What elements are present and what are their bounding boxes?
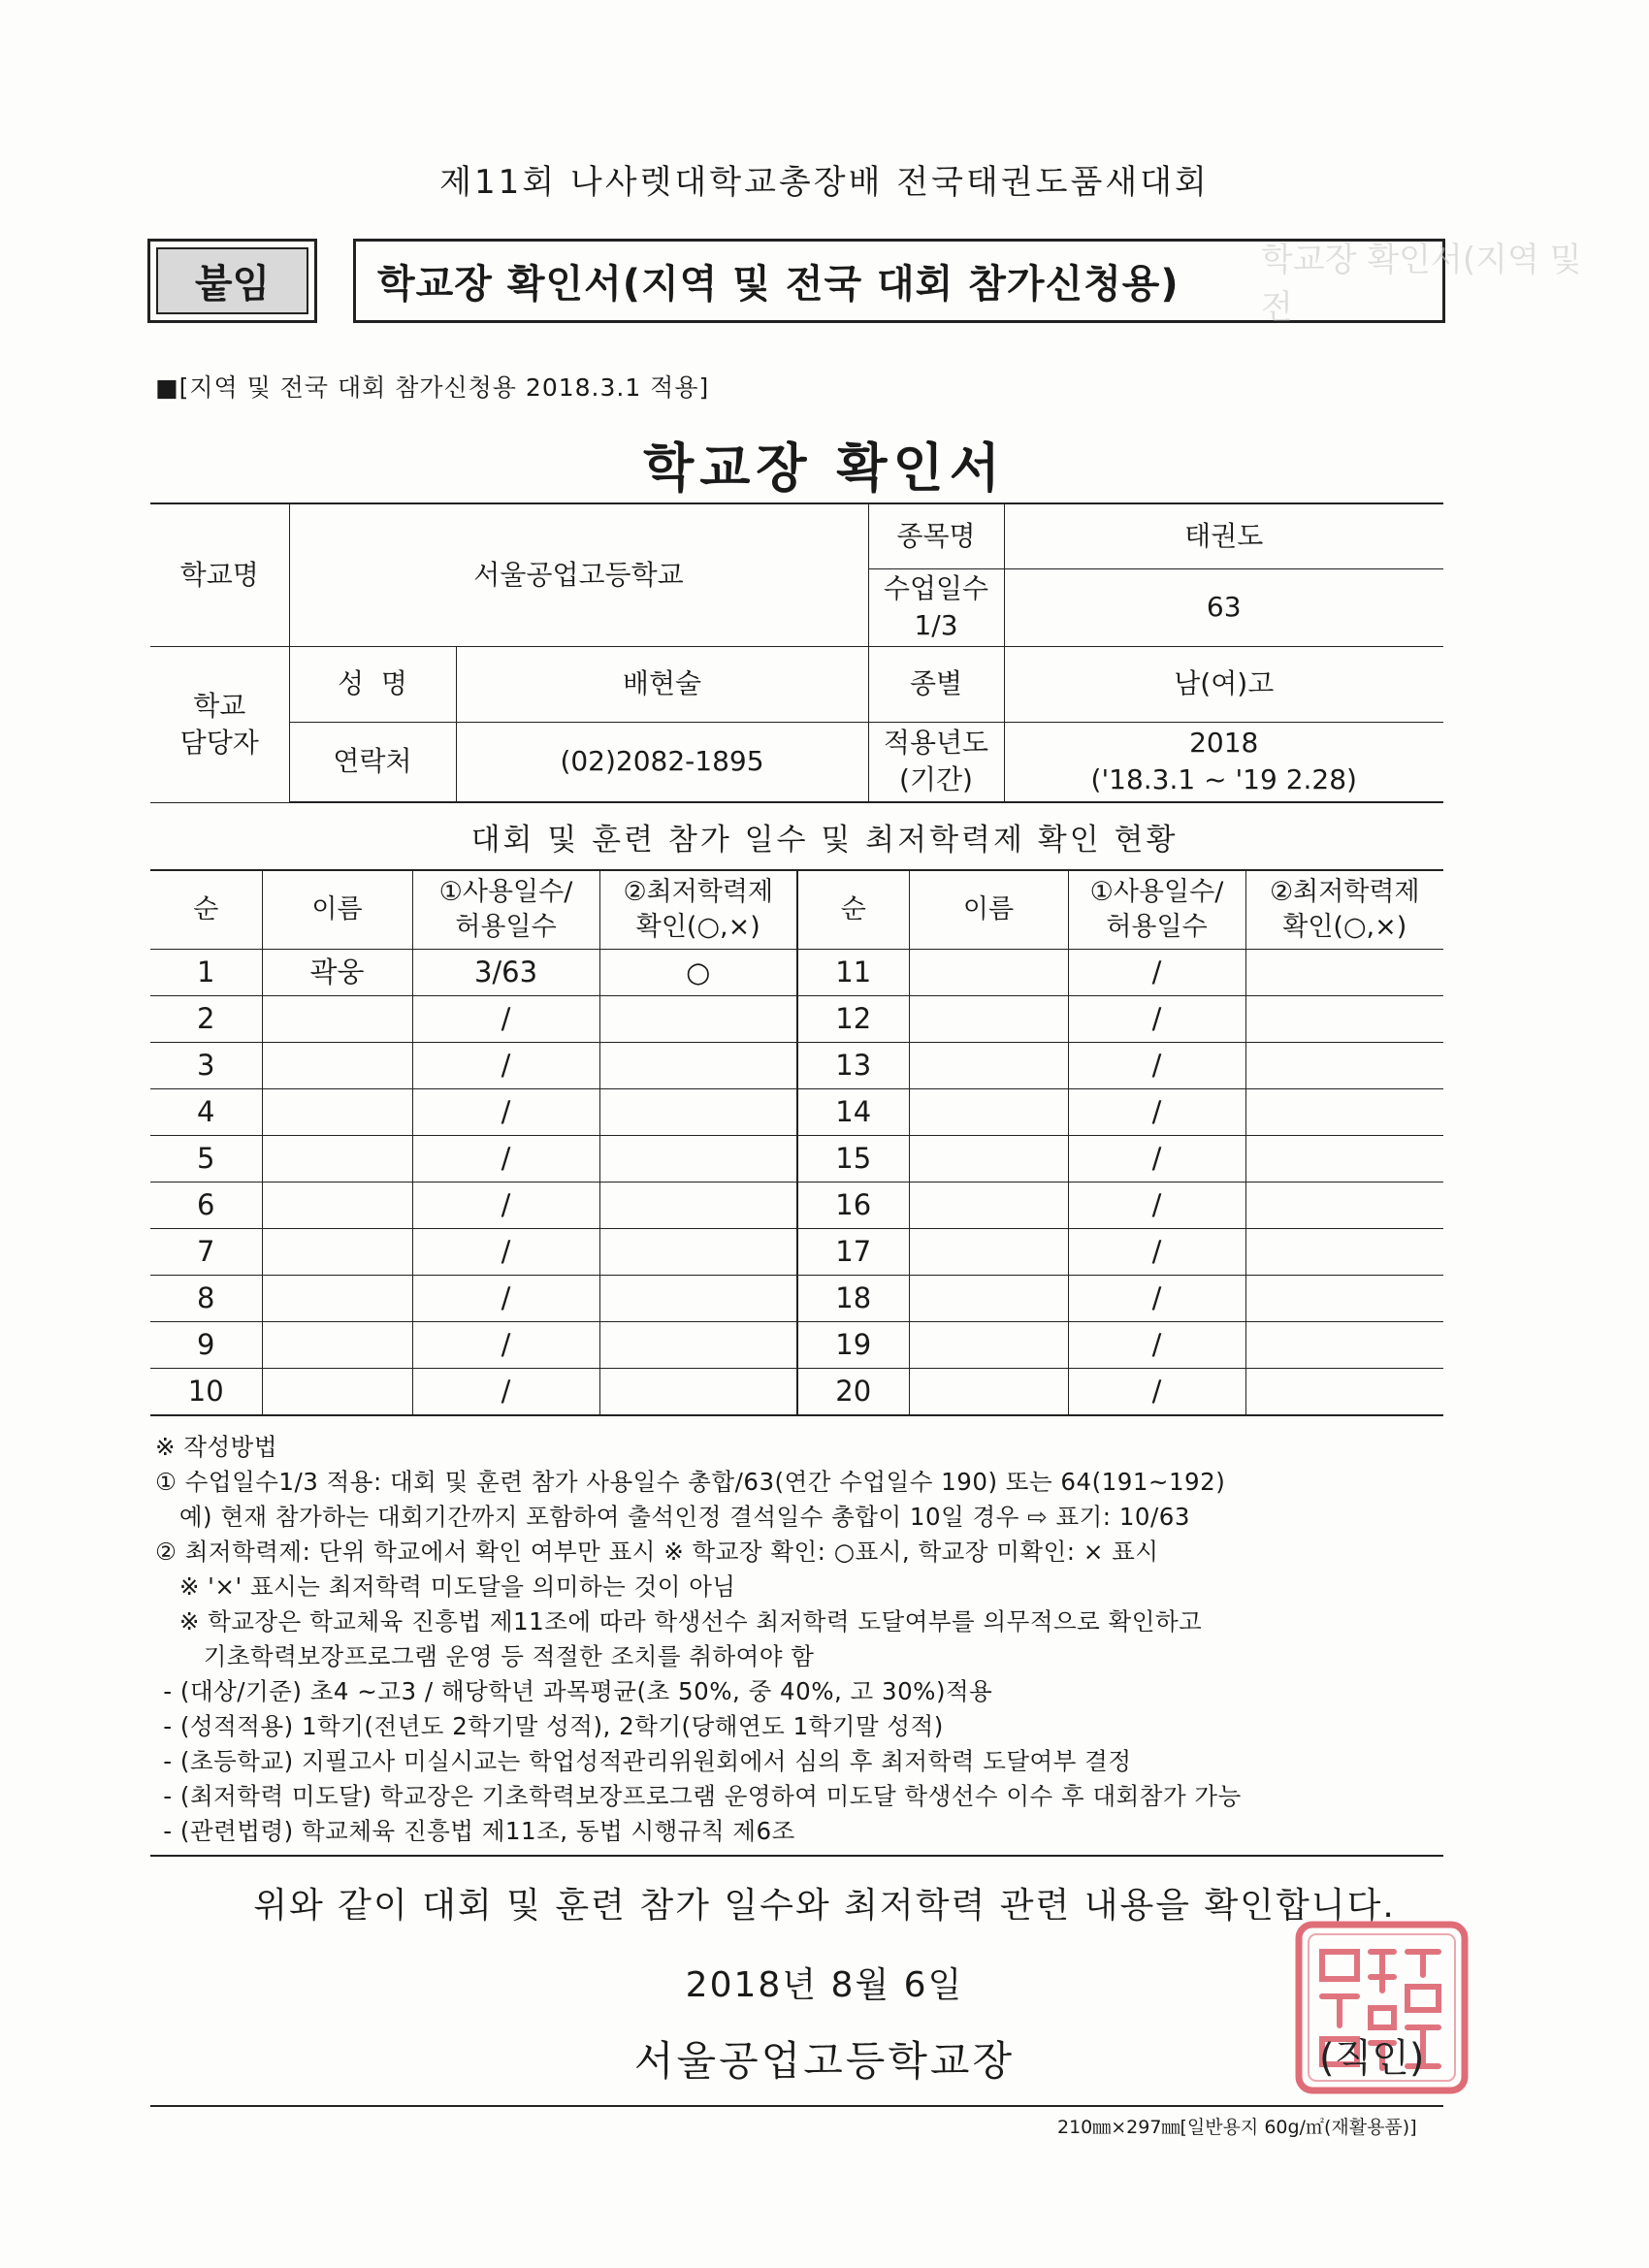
used-days: / (1068, 1276, 1245, 1322)
bleed-through-ghost: 학교장 확인서(지역 및 전 (1261, 241, 1582, 327)
writing-instructions (155, 1430, 1455, 1849)
school-days-value: 63 (1004, 568, 1443, 646)
min-academic-check (599, 1369, 797, 1416)
used-days: / (1068, 1229, 1245, 1276)
athlete-name (909, 1369, 1068, 1416)
instruction-line: ※ 작성방법 (155, 1433, 277, 1461)
principal-signature: 서울공업고등학교장 (633, 2037, 1016, 2085)
used-days: / (1068, 1322, 1245, 1369)
instruction-line: ② 최저학력제: 단위 학교에서 확인 여부만 표시 ※ 학교장 확인: ○표시, 학교장 미확인: × 표시 (155, 1538, 1159, 1566)
event-title: 제11회 나사렛대학교총장배 전국태권도품새대회 (439, 163, 1210, 202)
used-days: / (1068, 1043, 1245, 1089)
instruction-line: - (대상/기준) 초4 ~고3 / 해당학년 과목평균(초 50%, 중 40%, 고 30%)적용 (155, 1677, 993, 1705)
athlete-name (262, 1369, 412, 1416)
athlete-name (909, 950, 1068, 996)
row-number: 15 (797, 1136, 909, 1183)
athlete-name (909, 1183, 1068, 1229)
attachment-label: 붙임 (156, 247, 308, 314)
instruction-line: - (성적적용) 1학기(전년도 2학기말 성적), 2학기(당해연도 1학기말 성적) (155, 1712, 944, 1740)
paper-spec: 210㎜×297㎜[일반용지 60g/㎡(재활용품)] (1057, 2117, 1417, 2138)
row-number: 7 (150, 1229, 262, 1276)
min-academic-check (599, 1322, 797, 1369)
min-academic-check (599, 1089, 797, 1136)
min-academic-check (1245, 1043, 1443, 1089)
used-days: / (412, 996, 599, 1043)
row-number: 9 (150, 1322, 262, 1369)
table-row (150, 1276, 1443, 1322)
confirmation-statement: 위와 같이 대회 및 훈련 참가 일수와 최저학력 관련 내용을 확인합니다. (253, 1886, 1396, 1926)
manager-name-label: 성 명 (289, 646, 456, 722)
athlete-name (262, 1089, 412, 1136)
divider (150, 1855, 1443, 1857)
manager-label: 학교 담당자 (150, 646, 289, 802)
row-number: 20 (797, 1369, 909, 1416)
col-header-check: ②최저학력제 확인(○,×) (599, 870, 797, 950)
athlete-name (262, 1183, 412, 1229)
athlete-name (909, 1043, 1068, 1089)
used-days: / (412, 1369, 599, 1416)
athlete-name: 곽웅 (262, 950, 412, 996)
table-row (150, 1229, 1443, 1276)
instruction-line: ① 수업일수1/3 적용: 대회 및 훈련 참가 사용일수 총합/63(연간 수업일수 190) 또는 64(191~192) (155, 1468, 1226, 1496)
min-academic-check (599, 1183, 797, 1229)
instruction-line: 기초학력보장프로그램 운영 등 적절한 조치를 취하여야 함 (155, 1642, 815, 1670)
min-academic-check (1245, 996, 1443, 1043)
col-header-check: ②최저학력제 확인(○,×) (1245, 870, 1443, 950)
row-number: 13 (797, 1043, 909, 1089)
min-academic-check (599, 1043, 797, 1089)
min-academic-check (599, 1229, 797, 1276)
min-academic-check (1245, 1322, 1443, 1369)
instruction-line: - (최저학력 미도달) 학교장은 기초학력보장프로그램 운영하여 미도달 학생선수 이수 후 대회참가 가능 (155, 1782, 1242, 1810)
issue-date: 2018년 8월 6일 (685, 1965, 964, 2005)
used-days: / (1068, 1183, 1245, 1229)
used-days: / (412, 1043, 599, 1089)
min-academic-check (1245, 1369, 1443, 1416)
bottom-divider (150, 2105, 1443, 2107)
used-days: / (412, 1089, 599, 1136)
row-number: 11 (797, 950, 909, 996)
row-number: 6 (150, 1183, 262, 1229)
table-row (150, 996, 1443, 1043)
table-row (150, 1043, 1443, 1089)
participation-table (150, 869, 1443, 1416)
athlete-name (262, 996, 412, 1043)
min-academic-check (1245, 1183, 1443, 1229)
contact-label: 연락처 (289, 722, 456, 802)
row-number: 2 (150, 996, 262, 1043)
apply-note: ■[지역 및 전국 대회 참가신청용 2018.3.1 적용] (155, 373, 710, 402)
row-number: 10 (150, 1369, 262, 1416)
doc-title: 학교장 확인서 (643, 437, 1006, 499)
contact-value: (02)2082-1895 (456, 722, 868, 802)
category-label: 종별 (868, 646, 1004, 722)
row-number: 19 (797, 1322, 909, 1369)
athlete-name (262, 1322, 412, 1369)
instruction-line: ※ 학교장은 학교체육 진흥법 제11조에 따라 학생선수 최저학력 도달여부를 의무적으로 확인하고 (155, 1607, 1203, 1636)
col-header-name: 이름 (262, 870, 412, 950)
apply-year-label: 적용년도 (기간) (868, 722, 1004, 802)
athlete-name (909, 1322, 1068, 1369)
used-days: / (1068, 996, 1245, 1043)
row-number: 18 (797, 1276, 909, 1322)
table-row (150, 1369, 1443, 1416)
seal-label: (직인) (1319, 2036, 1425, 2081)
col-header-days: ①사용일수/ 허용일수 (1068, 870, 1245, 950)
instruction-line: 예) 현재 참가하는 대회기간까지 포함하여 출석인정 결석일수 총합이 10일 경우 ⇨ 표기: 10/63 (155, 1503, 1190, 1531)
min-academic-check (1245, 950, 1443, 996)
col-header-no: 순 (797, 870, 909, 950)
instruction-line: - (관련법령) 학교체육 진흥법 제11조, 동법 시행규칙 제6조 (155, 1817, 795, 1845)
table-row (150, 1322, 1443, 1369)
min-academic-check (599, 996, 797, 1043)
table-row (150, 1136, 1443, 1183)
row-number: 8 (150, 1276, 262, 1322)
instruction-line: - (초등학교) 지필고사 미실시교는 학업성적관리위원회에서 심의 후 최저학력 도달여부 결정 (155, 1747, 1132, 1775)
row-number: 16 (797, 1183, 909, 1229)
table-row (150, 1089, 1443, 1136)
row-number: 4 (150, 1089, 262, 1136)
used-days: / (412, 1136, 599, 1183)
used-days: / (1068, 1369, 1245, 1416)
row-number: 5 (150, 1136, 262, 1183)
school-name-label: 학교명 (150, 503, 289, 646)
used-days: / (412, 1229, 599, 1276)
document-heading: 학교장 확인서(지역 및 전국 대회 참가신청용) (353, 239, 1445, 323)
used-days: / (412, 1183, 599, 1229)
used-days: / (1068, 1136, 1245, 1183)
col-header-no: 순 (150, 870, 262, 950)
event-value: 태권도 (1004, 503, 1443, 568)
row-number: 12 (797, 996, 909, 1043)
col-header-name: 이름 (909, 870, 1068, 950)
athlete-name (262, 1229, 412, 1276)
min-academic-check: ○ (599, 950, 797, 996)
used-days: / (1068, 1089, 1245, 1136)
min-academic-check (599, 1276, 797, 1322)
row-number: 14 (797, 1089, 909, 1136)
athlete-name (262, 1043, 412, 1089)
min-academic-check (1245, 1229, 1443, 1276)
row-number: 3 (150, 1043, 262, 1089)
manager-name-value: 배현술 (456, 646, 868, 722)
status-title: 대회 및 훈련 참가 일수 및 최저학력제 확인 현황 (470, 823, 1179, 858)
table-row (150, 1183, 1443, 1229)
event-label: 종목명 (868, 503, 1004, 568)
apply-year-value: 2018 ('18.3.1 ~ '19 2.28) (1004, 722, 1443, 802)
col-header-days: ①사용일수/ 허용일수 (412, 870, 599, 950)
athlete-name (909, 1089, 1068, 1136)
instruction-line: ※ '×' 표시는 최저학력 미도달을 의미하는 것이 아님 (155, 1572, 736, 1601)
attachment-box (147, 239, 317, 323)
min-academic-check (1245, 1276, 1443, 1322)
row-number: 1 (150, 950, 262, 996)
category-value: 남(여)고 (1004, 646, 1443, 722)
athlete-name (909, 1229, 1068, 1276)
used-days: / (412, 1276, 599, 1322)
table-header (150, 870, 1443, 950)
athlete-name (262, 1276, 412, 1322)
school-name-value: 서울공업고등학교 (289, 503, 868, 646)
school-days-label: 수업일수 1/3 (868, 568, 1004, 646)
used-days: / (412, 1322, 599, 1369)
used-days: / (1068, 950, 1245, 996)
min-academic-check (1245, 1136, 1443, 1183)
used-days: 3/63 (412, 950, 599, 996)
athlete-name (909, 1136, 1068, 1183)
table-row (150, 950, 1443, 996)
athlete-name (909, 1276, 1068, 1322)
row-number: 17 (797, 1229, 909, 1276)
info-table (150, 502, 1443, 803)
min-academic-check (599, 1136, 797, 1183)
athlete-name (262, 1136, 412, 1183)
athlete-name (909, 996, 1068, 1043)
min-academic-check (1245, 1089, 1443, 1136)
